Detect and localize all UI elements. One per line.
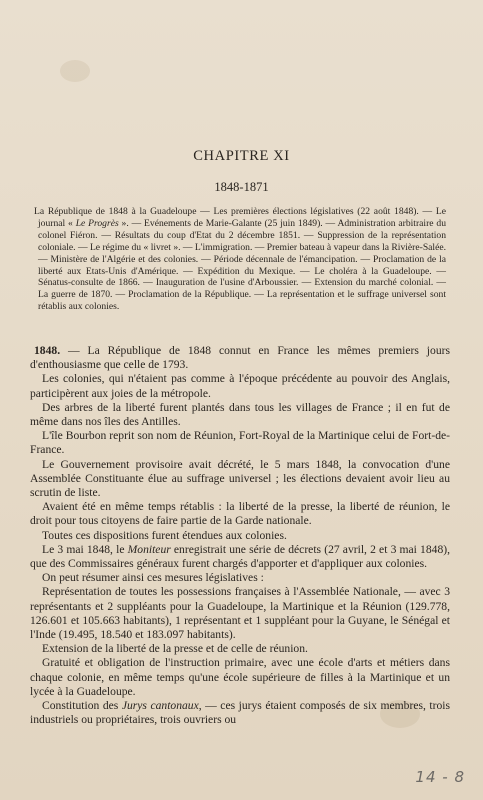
paragraph xyxy=(30,344,450,372)
paragraph-text: Constitution des xyxy=(42,699,122,713)
summary-text-a: La République de 1848 à la Guadeloupe — Les premières élections législatives (22 août 1848). — Le journal « xyxy=(34,206,446,229)
paragraph-text: — La République de 1848 connut en France les mêmes premiers jours d'enthousiasme que celle de 1793. xyxy=(30,344,450,372)
paragraph: Avaient été en même temps rétablis : la liberté de la presse, la liberté de réunion, le droit pour tous citoyens de faire partie de la Garde nationale. xyxy=(30,500,450,528)
paragraph: Extension de la liberté de la presse et de celle de réunion. xyxy=(42,642,308,656)
paragraph: Toutes ces dispositions furent étendues aux colonies. xyxy=(42,528,287,542)
paragraph: On peut résumer ainsi ces mesures législatives : xyxy=(42,571,264,585)
paragraph-text: , — ces jurys étaient composés de six membres, trois industriels ou propriétaires, trois ouvriers ou xyxy=(30,699,451,727)
paragraph-text: enregistrait une série de décrets (27 avril, 2 et 3 mai 1848), que des Commissaires généraux furent chargés d'apporter et d'appliquer aux colonies. xyxy=(30,542,450,571)
paragraph: L'île Bourbon reprit son nom de Réunion, Fort-Royal de la Martinique celui de Fort-de-France. xyxy=(30,429,450,457)
body-text xyxy=(30,344,450,727)
paper-stain xyxy=(60,60,90,82)
summary-italic: Le Progrès xyxy=(75,217,119,229)
paragraph-year: 1848. xyxy=(34,344,61,357)
paragraph xyxy=(30,543,450,571)
paragraph: Gratuité et obligation de l'instruction primaire, avec une école d'arts et métiers dans chaque colonie, en même temps qu'une école supérieure de filles à la Martinique et un lycée à la Guadeloupe. xyxy=(30,656,450,698)
paragraph: Des arbres de la liberté furent plantés dans tous les villages de France ; il en fut de même dans nos îles des Antilles. xyxy=(30,400,450,429)
paragraph xyxy=(30,699,450,727)
chapter-title: CHAPITRE XI xyxy=(193,148,290,164)
pencil-annotation: 14 - 8 xyxy=(415,768,465,786)
chapter-summary xyxy=(34,206,446,313)
paragraph: Représentation de toutes les possessions françaises à l'Assemblée Nationale, — avec 3 représentants et 2 suppléants pour la Guadeloupe, la Martinique et la Réunion (129.778, 126.601 et 105.663 habitants), 1 représentant et 1 suppléant pour la Guyane, le Sénégal et l'Inde (19.495, 18.540 et 183.097 habitants). xyxy=(30,585,450,642)
paragraph: Le Gouvernement provisoire avait décrété, le 5 mars 1848, la convocation d'une Assemblée Constituante élue au suffrage universel ; les élections devaient avoir lieu au scrutin de liste. xyxy=(30,457,450,500)
paragraph-text: Le 3 mai 1848, le xyxy=(42,542,128,556)
chapter-years: 1848-1871 xyxy=(214,180,269,194)
paragraph-italic: Jurys cantonaux xyxy=(121,699,199,713)
paragraph-italic: Moniteur xyxy=(127,542,171,556)
summary-text-b: ». — Evénements de Marie-Galante (25 juin 1849). — Administration arbitraire du colonel Fiéron. — Résultats du coup d'Etat du 2 décembre 1851. — Suppression de la représentation coloniale. — Le régime du « livret ». — L'immigration. — Premier bateau à vapeur dans la Rivière-Salée. — Ministère de l'Algérie et des colonies. — Période décennale de l'émancipation. — Proclamation de la liberté aux Etats-Unis d'Amérique. — Expédition du Mexique. — Le choléra à la Guadeloupe. — Sénatus-consulte de 1866. — Inauguration de l'usine d'Arboussier. — Extension du marché colonial. — La guerre de 1870. — Proclamation de la République. — La représentation et le suffrage universel sont rétablis aux colonies. xyxy=(38,217,446,313)
paragraph: Les colonies, qui n'étaient pas comme à l'époque précédente au pouvoir des Anglais, participèrent aux joies de la métropole. xyxy=(30,372,450,400)
